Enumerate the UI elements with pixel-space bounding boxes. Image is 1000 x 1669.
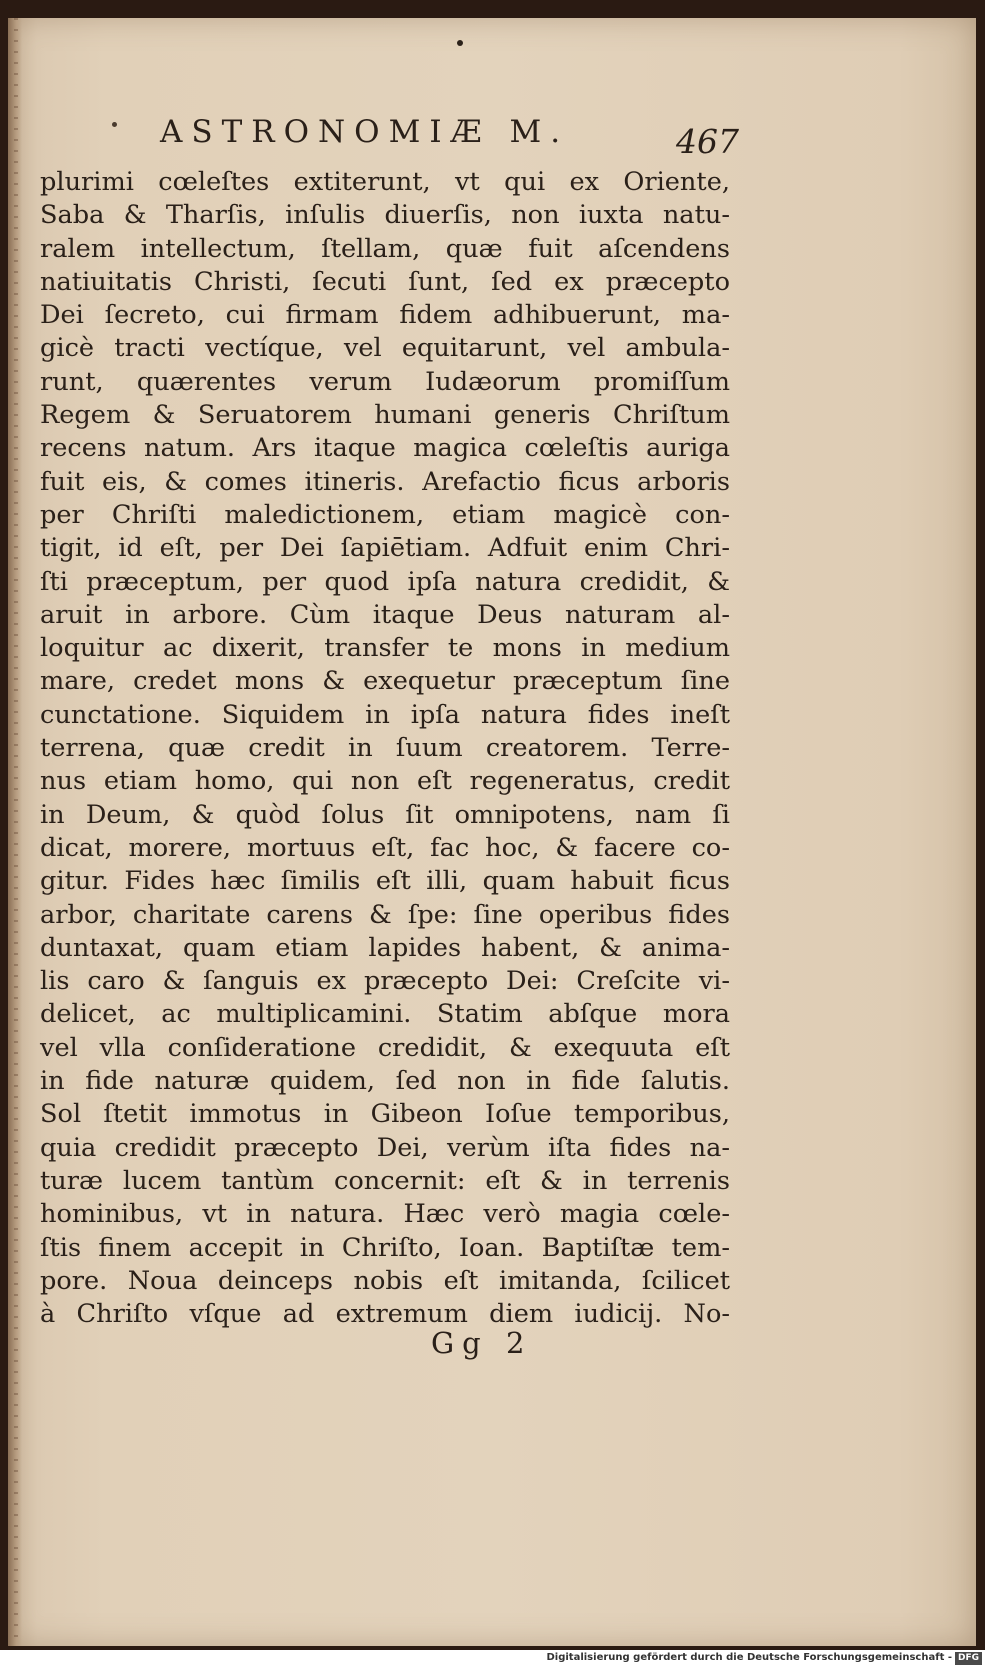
footer-bar [0, 1650, 1000, 1669]
dfg-logo: DFG [955, 1652, 982, 1665]
text-line: vel vlla conſideratione credidit, & exequuta eſt [40, 1032, 730, 1063]
text-line: arbor, charitate carens & ſpe: ſine operibus fides [40, 899, 730, 930]
text-line: cunctatione. Siquidem in ipſa natura fides ineſt [40, 699, 730, 730]
text-line: gitur. Fides hæc ſimilis eſt illi, quam habuit ficus [40, 866, 730, 897]
text-line: pore. Noua deinceps nobis eſt imitanda, ſcilicet [40, 1265, 730, 1296]
text-line: Sol ſtetit immotus in Gibeon Ioſue temporibus, [40, 1099, 730, 1130]
text-line: nus etiam homo, qui non eſt regeneratus, credit [40, 766, 730, 797]
text-line: in Deum, & quòd ſolus ſit omnipotens, nam ſi [40, 799, 730, 830]
text-line: gicè tracti vectíque, vel equitarunt, vel ambula- [40, 333, 730, 364]
text-line: hominibus, vt in natura. Hæc verò magia cœle- [40, 1199, 730, 1230]
text-line: ſtis finem accepit in Chriſto, Ioan. Baptiſtæ tem- [40, 1232, 730, 1263]
text-line: terrena, quæ credit in ſuum creatorem. Terre- [40, 733, 730, 764]
text-line: tigit, id eſt, per Dei ſapiētiam. Adfuit enim Chri- [40, 533, 730, 564]
funding-credit: Digitalisierung gefördert durch die Deutsche Forschungsgemeinschaft - [546, 1652, 952, 1663]
signature-mark: Gg 2 [431, 1326, 533, 1360]
text-line: à Chriſto vſque ad extremum diem iudicij. No- [40, 1299, 730, 1330]
text-line: aruit in arbore. Cùm itaque Deus naturam al- [40, 599, 730, 630]
text-line: Dei ſecreto, cui firmam fidem adhibuerunt, ma- [40, 300, 730, 331]
text-line: dicat, morere, mortuus eſt, fac hoc, & facere co- [40, 832, 730, 863]
text-line: Regem & Seruatorem humani generis Chriſtum [40, 400, 730, 431]
ink-speck [112, 122, 117, 127]
text-line: mare, credet mons & exequetur præceptum ſine [40, 666, 730, 697]
text-line: ſti præceptum, per quod ipſa natura credidit, & [40, 566, 730, 597]
text-line: lis caro & ſanguis ex præcepto Dei: Creſcite vi- [40, 966, 730, 997]
page-edge [14, 18, 18, 1646]
text-line: in fide naturæ quidem, ſed non in fide ſalutis. [40, 1066, 730, 1097]
text-line: per Chriſti maledictionem, etiam magicè con- [40, 499, 730, 530]
text-line: plurimi cœleſtes extiterunt, vt qui ex Oriente, [40, 167, 730, 197]
text-line: quia credidit præcepto Dei, verùm iſta fides na- [40, 1132, 730, 1163]
text-line: fuit eis, & comes itineris. Arefactio ficus arboris [40, 466, 730, 497]
text-line: duntaxat, quam etiam lapides habent, & anima- [40, 932, 730, 963]
text-line: delicet, ac multiplicamini. Statim abſque mora [40, 999, 730, 1030]
book-page [8, 18, 976, 1646]
text-line: runt, quærentes verum Iudæorum promiſſum [40, 366, 730, 397]
text-line: natiuitatis Christi, ſecuti ſunt, ſed ex præcepto [40, 266, 730, 297]
text-line: Saba & Tharſis, inſulis diuerſis, non iuxta natu- [40, 200, 730, 231]
body-text [40, 166, 730, 1331]
text-line: loquitur ac dixerit, transfer te mons in medium [40, 633, 730, 664]
running-head: ASTRONOMIÆ M. [160, 114, 570, 150]
text-line: turæ lucem tantùm concernit: eſt & in terrenis [40, 1165, 730, 1196]
page-number: 467 [676, 122, 739, 161]
text-line: ralem intellectum, ſtellam, quæ fuit aſcendens [40, 233, 730, 264]
text-line: recens natum. Ars itaque magica cœleſtis auriga [40, 433, 730, 464]
ink-speck [457, 40, 463, 46]
